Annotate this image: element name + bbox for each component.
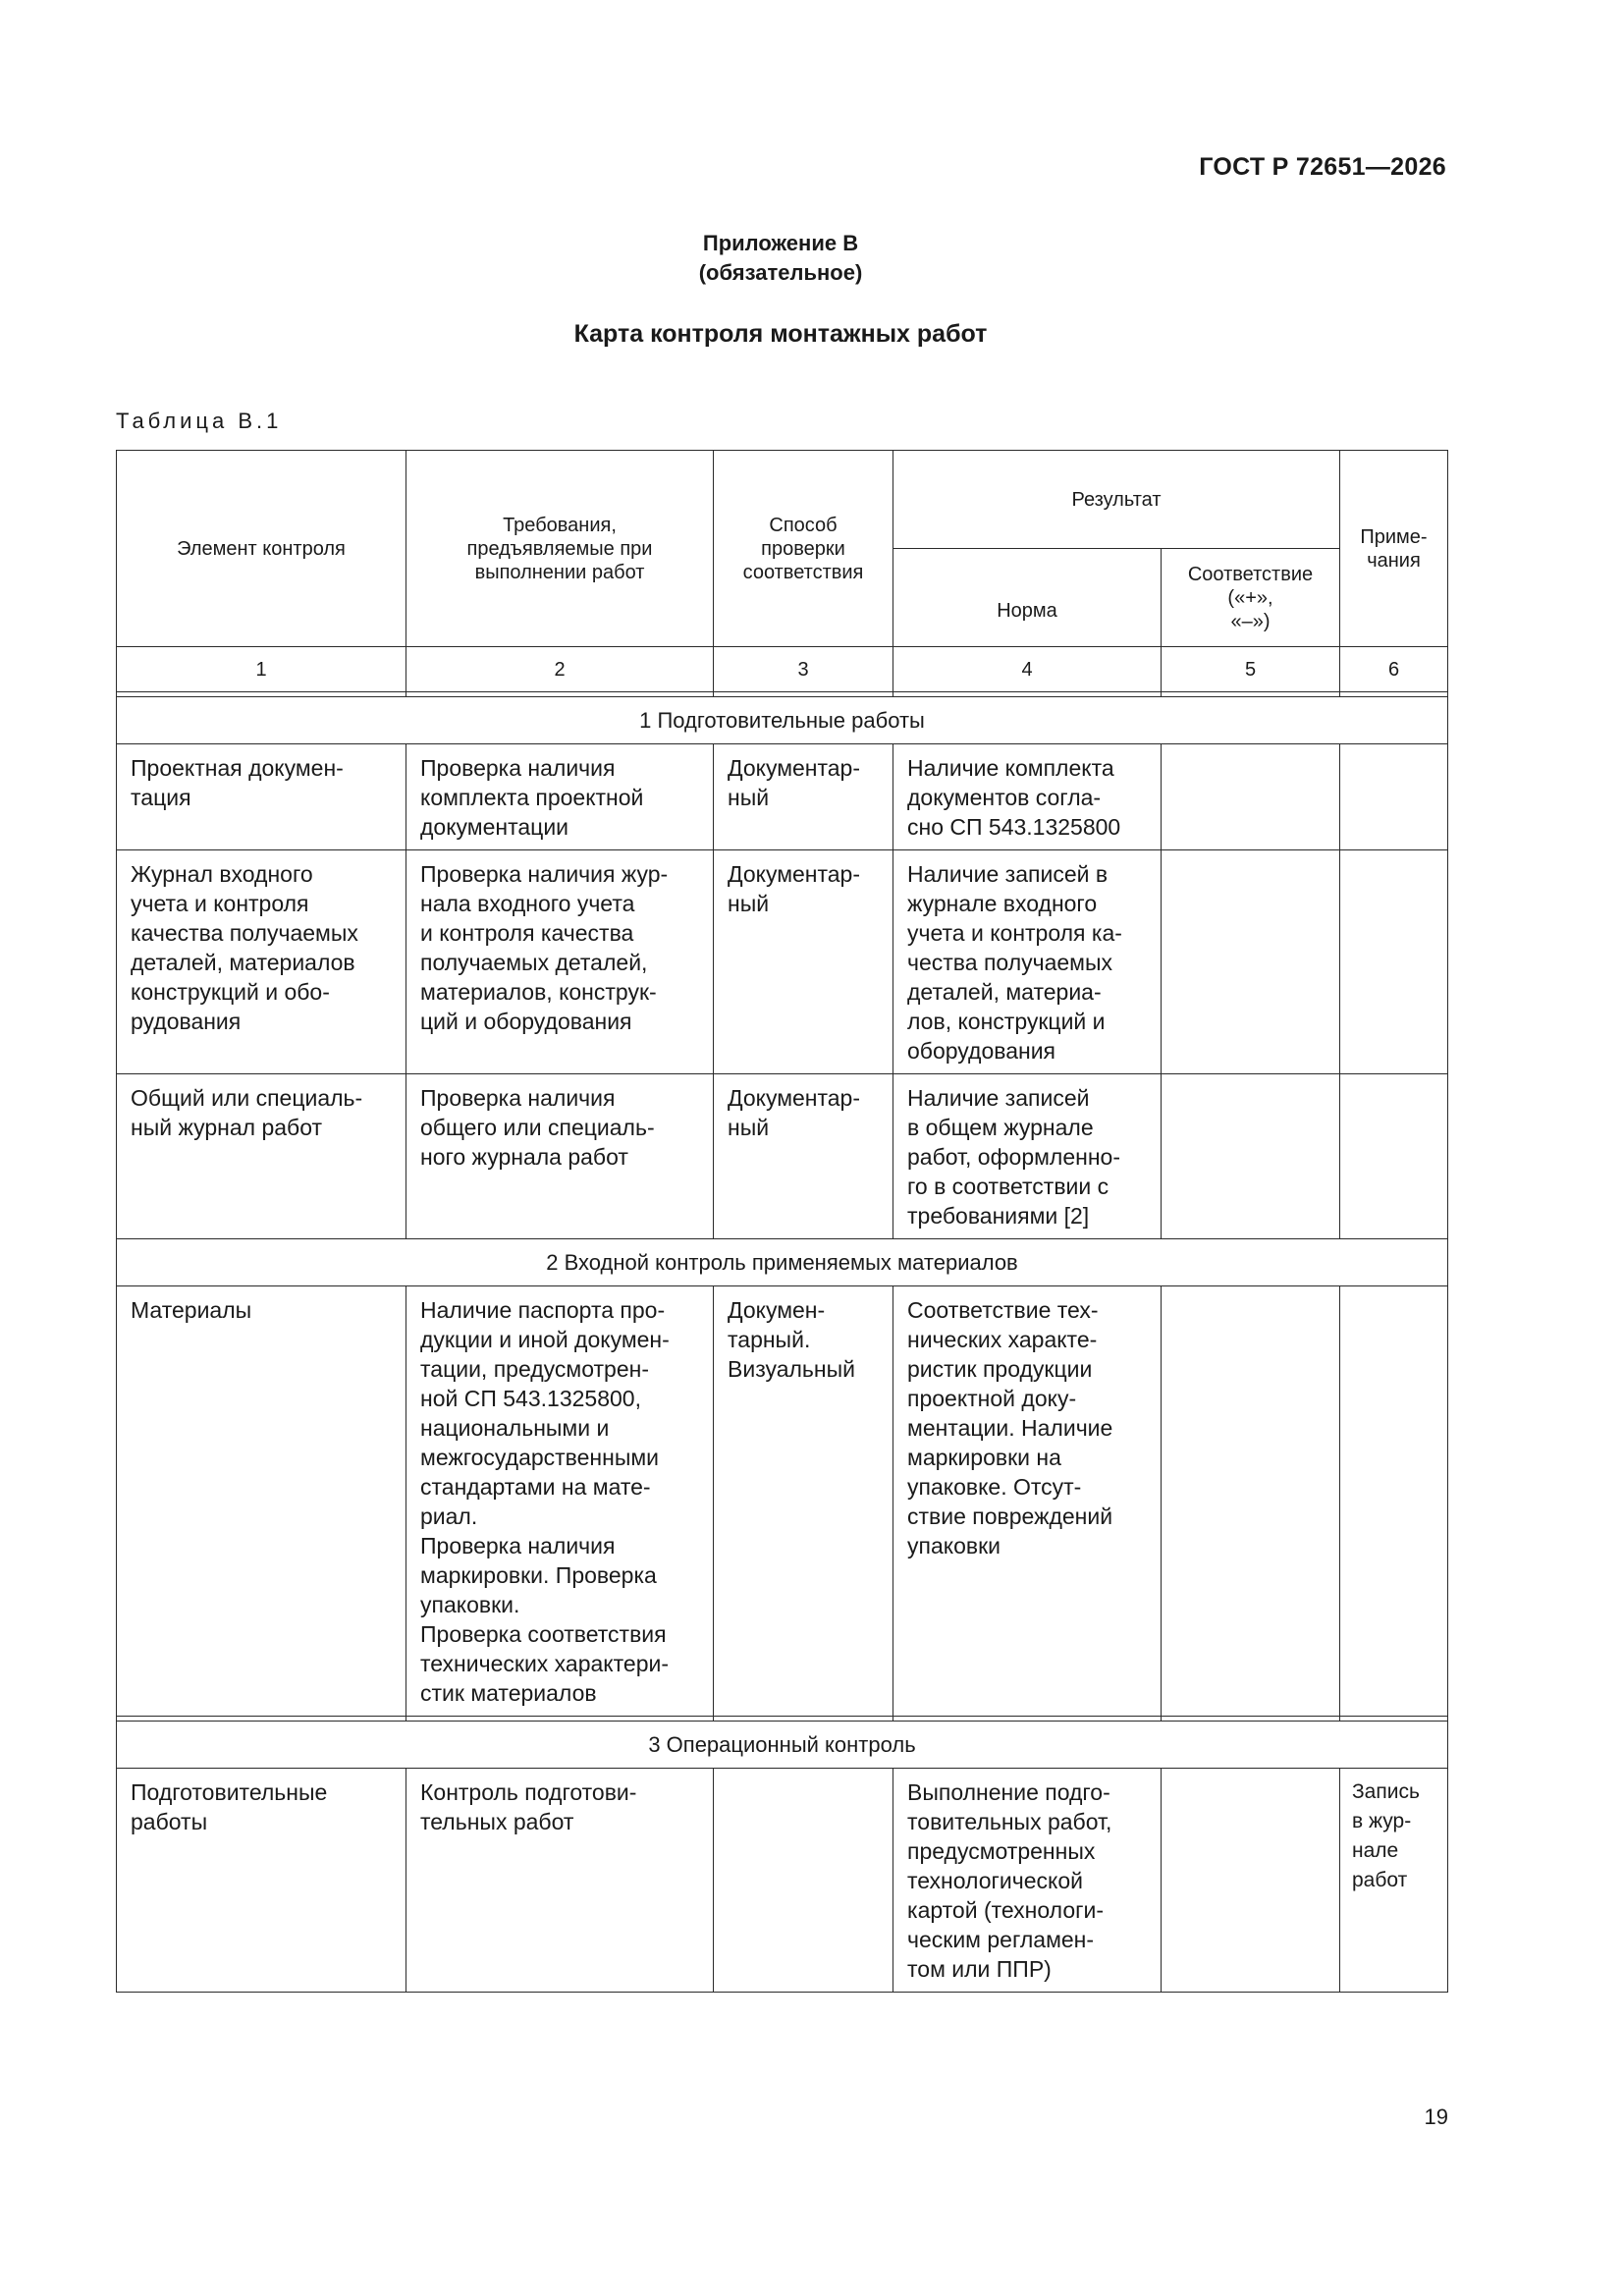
cell-norm: Наличие записей в журнале входного учета и контроля ка- чества получаемых деталей, материа- лов, конструкций и оборудования <box>893 850 1162 1074</box>
header-compliance: Соответствие («+», «–») <box>1162 549 1340 647</box>
column-number: 1 <box>117 647 406 692</box>
header-norm: Норма <box>893 549 1162 647</box>
cell-method: Докумен- тарный. Визуальный <box>714 1286 893 1717</box>
table-caption: Таблица В.1 <box>116 409 283 433</box>
header-row-top <box>117 451 1448 549</box>
section-title: 3 Операционный контроль <box>117 1722 1448 1769</box>
cell-norm: Наличие записей в общем журнале работ, оформленно- го в соответствии с требованиями [2] <box>893 1074 1162 1239</box>
column-number: 6 <box>1340 647 1448 692</box>
annex-status: (обязательное) <box>698 260 863 285</box>
cell-method: Документар- ный <box>714 850 893 1074</box>
page-heading: Карта контроля монтажных работ <box>573 320 988 348</box>
cell-note <box>1340 744 1448 850</box>
header-result: Результат <box>893 451 1340 549</box>
header-element: Элемент контроля <box>117 451 406 647</box>
cell-compliance <box>1162 1769 1340 1993</box>
cell-compliance <box>1162 1286 1340 1717</box>
cell-requirement: Контроль подготови- тельных работ <box>406 1769 714 1993</box>
table-row <box>117 744 1448 850</box>
column-number: 5 <box>1162 647 1340 692</box>
cell-requirement: Проверка наличия жур- нала входного учета и контроля качества получаемых деталей, материалов, конструк- ций и оборудования <box>406 850 714 1074</box>
cell-norm: Выполнение подго- товительных работ, предусмотренных технологической картой (технологи- ческим регламен- том или ППР) <box>893 1769 1162 1993</box>
table-row <box>117 1769 1448 1993</box>
cell-element: Проектная докумен- тация <box>117 744 406 850</box>
cell-requirement: Наличие паспорта про- дукции и иной докумен- тации, предусмотрен- ной СП 543.1325800, национальными и межгосударственными стандартами на мате- риал. Проверка наличия маркировки. Проверка упаковки. Проверка соответствия технических характери- стик материалов <box>406 1286 714 1717</box>
section-row <box>117 1239 1448 1286</box>
header-notes: Приме- чания <box>1340 451 1448 647</box>
table-row <box>117 850 1448 1074</box>
cell-element: Материалы <box>117 1286 406 1717</box>
cell-note: Запись в жур- нале работ <box>1340 1769 1448 1993</box>
cell-method: Документар- ный <box>714 1074 893 1239</box>
cell-requirement: Проверка наличия общего или специаль- ного журнала работ <box>406 1074 714 1239</box>
annex-label: Приложение В <box>702 231 859 255</box>
cell-norm: Наличие комплекта документов согла- сно СП 543.1325800 <box>893 744 1162 850</box>
cell-method: Документар- ный <box>714 744 893 850</box>
column-number: 4 <box>893 647 1162 692</box>
cell-compliance <box>1162 744 1340 850</box>
standard-code: ГОСТ Р 72651—2026 <box>1199 153 1446 181</box>
cell-note <box>1340 1286 1448 1717</box>
cell-element: Общий или специаль- ный журнал работ <box>117 1074 406 1239</box>
header-requirements: Требования, предъявляемые при выполнении работ <box>406 451 714 647</box>
cell-method <box>714 1769 893 1993</box>
column-number: 3 <box>714 647 893 692</box>
control-table <box>116 450 1448 1993</box>
annex-title <box>0 229 1561 288</box>
header-method: Способ проверки соответствия <box>714 451 893 647</box>
section-row <box>117 697 1448 744</box>
cell-element: Подготовительные работы <box>117 1769 406 1993</box>
cell-requirement: Проверка наличия комплекта проектной документации <box>406 744 714 850</box>
table-row <box>117 1286 1448 1717</box>
section-row <box>117 1722 1448 1769</box>
column-number: 2 <box>406 647 714 692</box>
cell-norm: Соответствие тех- нических характе- ристик продукции проектной доку- ментации. Наличие маркировки на упаковке. Отсут- ствие повреждений упаковки <box>893 1286 1162 1717</box>
cell-note <box>1340 850 1448 1074</box>
section-title: 1 Подготовительные работы <box>117 697 1448 744</box>
cell-note <box>1340 1074 1448 1239</box>
cell-compliance <box>1162 850 1340 1074</box>
cell-element: Журнал входного учета и контроля качества получаемых деталей, материалов конструкций и обо- рудования <box>117 850 406 1074</box>
page-number: 19 <box>1424 2105 1448 2129</box>
column-number-row <box>117 647 1448 692</box>
table-row <box>117 1074 1448 1239</box>
section-title: 2 Входной контроль применяемых материалов <box>117 1239 1448 1286</box>
cell-compliance <box>1162 1074 1340 1239</box>
